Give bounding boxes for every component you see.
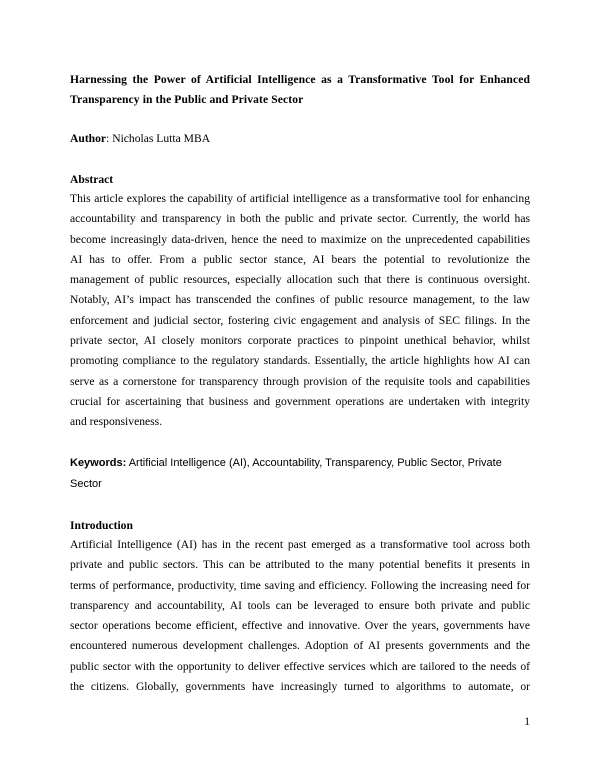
keywords-line xyxy=(70,453,530,474)
introduction-line: encountered numerous development challenges. Adoption of AI presents governments and the xyxy=(70,639,530,653)
abstract-heading: Abstract xyxy=(70,173,114,186)
abstract-line: private sector, AI closely monitors corporate practices to pinpoint unethical behavior, whilst xyxy=(70,334,530,348)
abstract-line: become increasingly data-driven, hence the need to maximize on the unprecedented capabilities xyxy=(70,232,530,246)
page-number: 1 xyxy=(524,715,530,728)
author-name: : Nicholas Lutta MBA xyxy=(106,132,211,145)
abstract-line: promoting compliance to the regulatory standards. Essentially, the article highlights how AI can xyxy=(70,354,530,368)
paper-title xyxy=(70,70,530,110)
keywords-line: Sector xyxy=(70,477,102,490)
abstract-line: enforcement and judicial sector, fostering civic engagement and analysis of SEC filings. In the xyxy=(70,313,530,327)
introduction-heading: Introduction xyxy=(70,519,133,532)
introduction-line: the citizens. Globally, governments have increasingly turned to algorithms to automate, or xyxy=(70,680,530,694)
keywords-label: Keywords: xyxy=(70,457,127,469)
abstract-line: management of public resources, especially allocation such that there is continuous oversight. xyxy=(70,273,530,287)
abstract-line: and responsiveness. xyxy=(70,415,163,429)
title-line: Harnessing the Power of Artificial Intelligence as a Transformative Tool for Enhanced xyxy=(70,73,530,86)
abstract-line: AI has to offer. From a public sector stance, AI bears the potential to revolutionize the xyxy=(70,252,530,266)
abstract-line: crucial for ascertaining that business and government operations are undertaken with integrity xyxy=(70,394,530,408)
abstract-body xyxy=(70,189,530,433)
author-line xyxy=(70,129,210,149)
keywords-text: Artificial Intelligence (AI), Accountability, Transparency, Public Sector, Private xyxy=(126,457,502,469)
abstract-line: This article explores the capability of artificial intelligence as a transformative tool for enhancing xyxy=(70,192,530,205)
abstract-line: accountability and transparency in both the public and private sector. Currently, the world has xyxy=(70,212,530,226)
introduction-line: transparency and accountability, AI tools can be leveraged to ensure both private and public xyxy=(70,598,530,612)
introduction-line: private and public sectors. This can be attributed to the many potential benefits it presents in xyxy=(70,558,530,572)
introduction-line: terms of performance, productivity, time saving and efficiency. Following the increasing need for xyxy=(70,578,530,592)
introduction-line: Artificial Intelligence (AI) has in the recent past emerged as a transformative tool across both xyxy=(70,538,530,551)
title-line: Transparency in the Public and Private Sector xyxy=(70,93,304,106)
introduction-body xyxy=(70,535,530,697)
introduction-line: sector operations become efficient, effective and innovative. Over the years, governments have xyxy=(70,619,530,633)
keywords-block xyxy=(70,453,530,494)
author-label: Author xyxy=(70,132,107,145)
abstract-line: Notably, AI’s impact has transcended the confines of public resource management, to the law xyxy=(70,293,530,307)
introduction-line: public sector with the opportunity to deliver effective services which are tailored to the needs of xyxy=(70,659,530,673)
abstract-line: serve as a cornerstone for transparency through provision of the requisite tools and capabilities xyxy=(70,374,530,388)
